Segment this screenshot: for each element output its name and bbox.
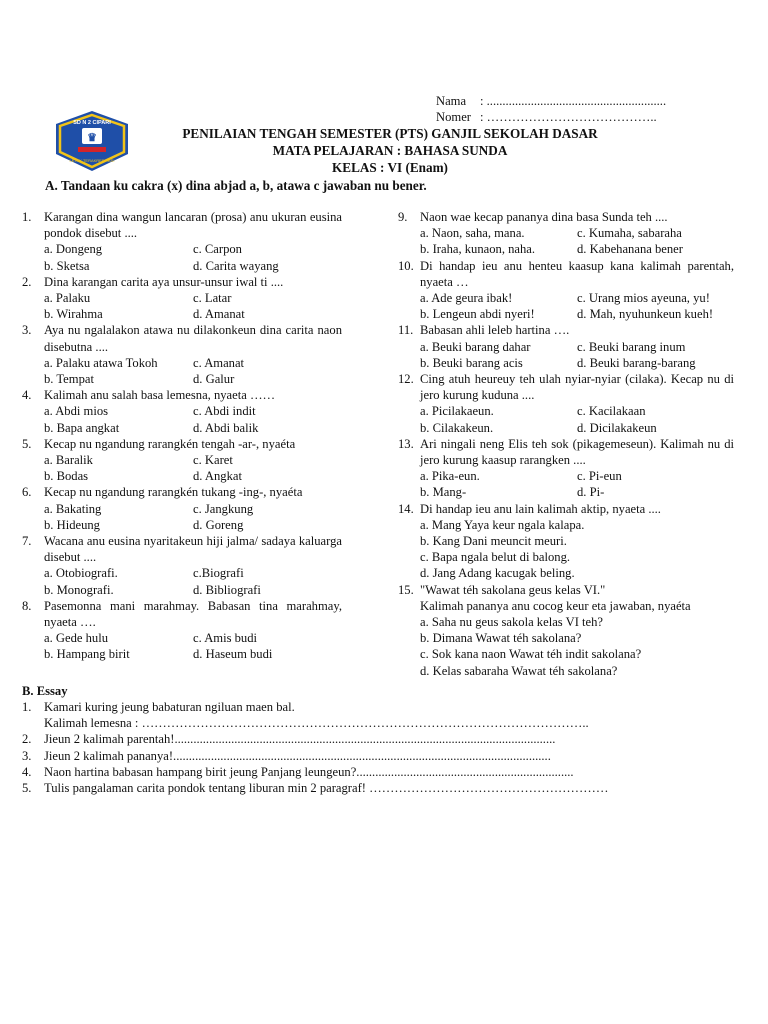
options-list [22,290,342,322]
question-number: 3. [22,323,32,338]
answer-option[interactable]: b. Hampang birit [44,647,130,662]
answer-option[interactable]: a. Gede hulu [44,631,108,646]
answer-option[interactable]: b. Tempat [44,372,94,387]
answer-option[interactable]: c. Sok kana naon Wawat téh indit sakolana? [420,647,642,662]
answer-option[interactable]: b. Mang- [420,485,467,500]
answer-option[interactable]: a. Naon, saha, mana. [420,226,525,241]
answer-option[interactable]: b. Hideung [44,517,100,532]
answer-option[interactable]: c. Latar [193,291,232,306]
options-list [22,355,342,387]
essay-question[interactable]: Naon hartina babasan hampang birit jeung Panjang leungeun?..................................................................... [44,764,574,779]
question-item [22,484,342,533]
answer-option[interactable]: b. Wirahma [44,307,103,322]
answer-option[interactable]: a. Palaku atawa Tokoh [44,355,158,370]
answer-option[interactable]: d. Pi- [577,485,605,500]
answer-option[interactable]: d. Jang Adang kacugak beling. [420,566,575,581]
question-item [22,274,342,323]
answer-option[interactable]: c. Abdi indit [193,404,256,419]
question-item [22,387,342,436]
answer-option[interactable]: c. Amanat [193,355,245,370]
question-number: 12. [398,372,414,387]
exam-title: PENILAIAN TENGAH SEMESTER (PTS) GANJIL SEKOLAH DASAR [182,126,598,141]
question-number: 7. [22,534,32,549]
question-item [398,501,734,582]
answer-option[interactable]: d. Kabehanana bener [577,242,683,257]
answer-option[interactable]: b. Kang Dani meuncit meuri. [420,534,567,549]
answer-option[interactable]: c. Amis budi [193,631,258,646]
options-list [398,614,734,679]
essay-item [22,748,712,764]
essay-question[interactable]: Jieun 2 kalimah parentah!......................................................................................................................... [44,732,556,747]
answer-option[interactable]: b. Bapa angkat [44,420,120,435]
question-number: 5. [22,436,32,451]
question-text: Pasemonna mani marahmay. Babasan tina marahmay, nyaeta …. [44,598,342,630]
options-list [398,517,734,582]
answer-option[interactable]: d. Mah, nyuhunkeun kueh! [577,307,714,322]
answer-option[interactable]: b. Cilakakeun. [420,420,494,435]
answer-option[interactable]: b. Beuki barang acis [420,355,523,370]
question-text: Ari ningali neng Elis teh sok (pikagemeseun). Kalimah nu di jero kurung kaasup rarangken .... [420,436,734,468]
question-subtext: Kalimah pananya anu cocog keur eta jawaban, nyaéta [420,598,691,613]
answer-option[interactable]: c.Biografi [193,566,244,581]
school-logo [54,110,130,172]
question-item [22,533,342,598]
essay-number: 2. [22,732,32,747]
options-list [398,339,734,371]
answer-option[interactable]: a. Picilakaeun. [420,404,494,419]
question-text: Karangan dina wangun lancaran (prosa) anu ukuran eusina pondok disebut .... [44,210,342,241]
essay-number: 3. [22,748,32,763]
answer-option[interactable]: a. Beuki barang dahar [420,339,531,354]
answer-option[interactable]: d. Abdi balik [193,420,259,435]
answer-option[interactable]: a. Pika-eun. [420,469,480,484]
answer-option[interactable]: d. Galur [193,372,235,387]
question-text: Dina karangan carita aya unsur-unsur iwal ti .... [44,274,284,289]
options-list [22,452,342,484]
question-number: 1. [22,210,32,224]
essay-number: 1. [22,700,32,714]
question-text: "Wawat téh sakolana geus kelas VI." [420,582,606,597]
answer-option[interactable]: c. Carpon [193,242,242,257]
question-text: Kecap nu ngandung rarangkén tukang -ing-, nyaéta [44,485,303,500]
answer-option[interactable]: c. Kumaha, sabaraha [577,226,682,241]
question-text: Di handap ieu anu henteu kaasup kana kalimah parentah, nyaeta … [420,258,734,289]
answer-option[interactable]: b. Bodas [44,469,89,484]
answer-option[interactable]: c. Jangkung [193,501,254,516]
answer-option[interactable]: d. Carita wayang [193,258,279,273]
options-list [398,290,734,322]
question-number: 9. [398,210,408,224]
question-item [22,436,342,485]
answer-option[interactable]: d. Haseum budi [193,647,273,662]
question-text: Naon wae kecap pananya dina basa Sunda teh .... [420,210,668,224]
nama-label: Nama [436,94,467,108]
answer-option[interactable]: b. Iraha, kunaon, naha. [420,242,536,257]
answer-option[interactable]: a. Mang Yaya keur ngala kalapa. [420,517,585,532]
answer-option[interactable]: d. Kelas sabaraha Wawat téh sakolana? [420,663,618,678]
question-text: Kecap nu ngandung rarangkén tengah -ar-, nyaéta [44,436,296,451]
answer-option[interactable]: b. Dimana Wawat téh sakolana? [420,631,582,646]
answer-option[interactable]: d. Amanat [193,307,245,322]
subject-title: MATA PELAJARAN : BAHASA SUNDA [272,143,508,158]
question-item [22,322,342,387]
class-title: KELAS : VI (Enam) [332,160,448,175]
answer-option[interactable]: d. Dicilakakeun [577,420,657,435]
question-number: 8. [22,598,32,613]
question-item [22,209,342,274]
question-item [398,322,734,371]
answer-option[interactable]: b. Sketsa [44,258,90,273]
question-item [398,258,734,323]
answer-option[interactable]: b. Monografi. [44,582,114,597]
question-text: Wacana anu eusina nyaritakeun hiji jalma/ sadaya kaluarga disebut .... [44,534,342,565]
essay-question[interactable]: Jieun 2 kalimah pananya!........................................................................................................................ [44,748,551,763]
essay-question[interactable]: Kamari kuring jeung babaturan ngiluan maen bal. [44,700,295,714]
answer-option[interactable]: c. Karet [193,453,233,468]
options-list [22,501,342,533]
question-number: 10. [398,258,414,273]
logo-top-text: SD N 2 CIPARI [73,120,111,126]
essay-number: 4. [22,764,32,779]
question-number: 14. [398,501,414,516]
options-list [22,565,342,597]
options-list [22,241,342,273]
question-number: 15. [398,582,414,597]
question-item [398,209,734,258]
options-list [398,403,734,435]
question-item [398,371,734,436]
answer-option[interactable]: c. Pi-eun [577,469,622,484]
answer-option[interactable]: a. Ade geura ibak! [420,291,513,306]
answer-option[interactable]: a. Saha nu geus sakola kelas VI teh? [420,615,604,630]
answer-option[interactable]: a. Otobiografi. [44,566,118,581]
answer-option[interactable]: a. Dongeng [44,242,103,257]
question-number: 13. [398,436,414,451]
essay-number: 5. [22,781,32,796]
essay-answer-line[interactable]: Kalimah lemesna : …………………………………………………………………………………………….. [44,716,589,731]
question-number: 11. [398,323,414,338]
question-number: 4. [22,388,32,403]
questions-left-column [22,209,342,663]
essay-list [22,699,712,796]
essay-item [22,731,712,747]
answer-option[interactable]: c. Beuki barang inum [577,339,686,354]
answer-option[interactable]: a. Abdi mios [44,404,109,419]
question-text: Cing atuh heureuy teh ulah nyiar-nyiar (cilaka). Kecap nu di jero kurung kuduna .... [420,372,734,403]
section-b-title: B. Essay [22,684,68,698]
answer-option[interactable]: c. Urang mios ayeuna, yu! [577,291,710,306]
answer-option[interactable]: a. Bakating [44,501,102,516]
question-text: Babasan ahli leleb hartina …. [420,323,570,338]
essay-item [22,764,712,780]
answer-option[interactable]: a. Baralik [44,453,93,468]
essay-item [22,699,712,731]
nomer-field[interactable]: : ………………………………….. [480,110,657,124]
options-list [22,403,342,435]
nomer-label: Nomer [436,110,471,124]
svg-text:♛: ♛ [87,132,97,144]
question-text: Aya nu ngalalakon atawa nu dilakonkeun dina carita naon disebutna .... [44,323,342,354]
answer-option[interactable]: d. Bibliografi [193,582,261,597]
answer-option[interactable]: c. Kacilakaan [577,404,646,419]
answer-option[interactable]: d. Beuki barang-barang [577,355,696,370]
section-a-title: A. Tandaan ku cakra (x) dina abjad a, b, atawa c jawaban nu bener. [45,178,427,193]
essay-item [22,780,712,796]
question-item [398,436,734,501]
nama-field[interactable]: : ......................................................... [480,94,667,108]
logo-bottom-text: LETAK TERAKREDITASI [69,158,115,163]
essay-question[interactable]: Tulis pangalaman carita pondok tentang liburan min 2 paragraf! ………………………………………………… [44,781,609,796]
question-item [398,582,734,679]
answer-option[interactable]: d. Goreng [193,517,244,532]
questions-right-column [398,209,734,679]
options-list [398,468,734,500]
question-number: 2. [22,274,32,289]
answer-option[interactable]: c. Bapa ngala belut di balong. [420,550,571,565]
options-list [22,630,342,662]
question-item [22,598,342,663]
answer-option[interactable]: b. Lengeun abdi nyeri! [420,307,535,322]
options-list [398,225,734,257]
answer-option[interactable]: d. Angkat [193,469,242,484]
answer-option[interactable]: a. Palaku [44,291,91,306]
question-number: 6. [22,485,32,500]
question-text: Kalimah anu salah basa lemesna, nyaeta …… [44,388,276,403]
question-text: Di handap ieu anu lain kalimah aktip, nyaeta .... [420,501,661,516]
